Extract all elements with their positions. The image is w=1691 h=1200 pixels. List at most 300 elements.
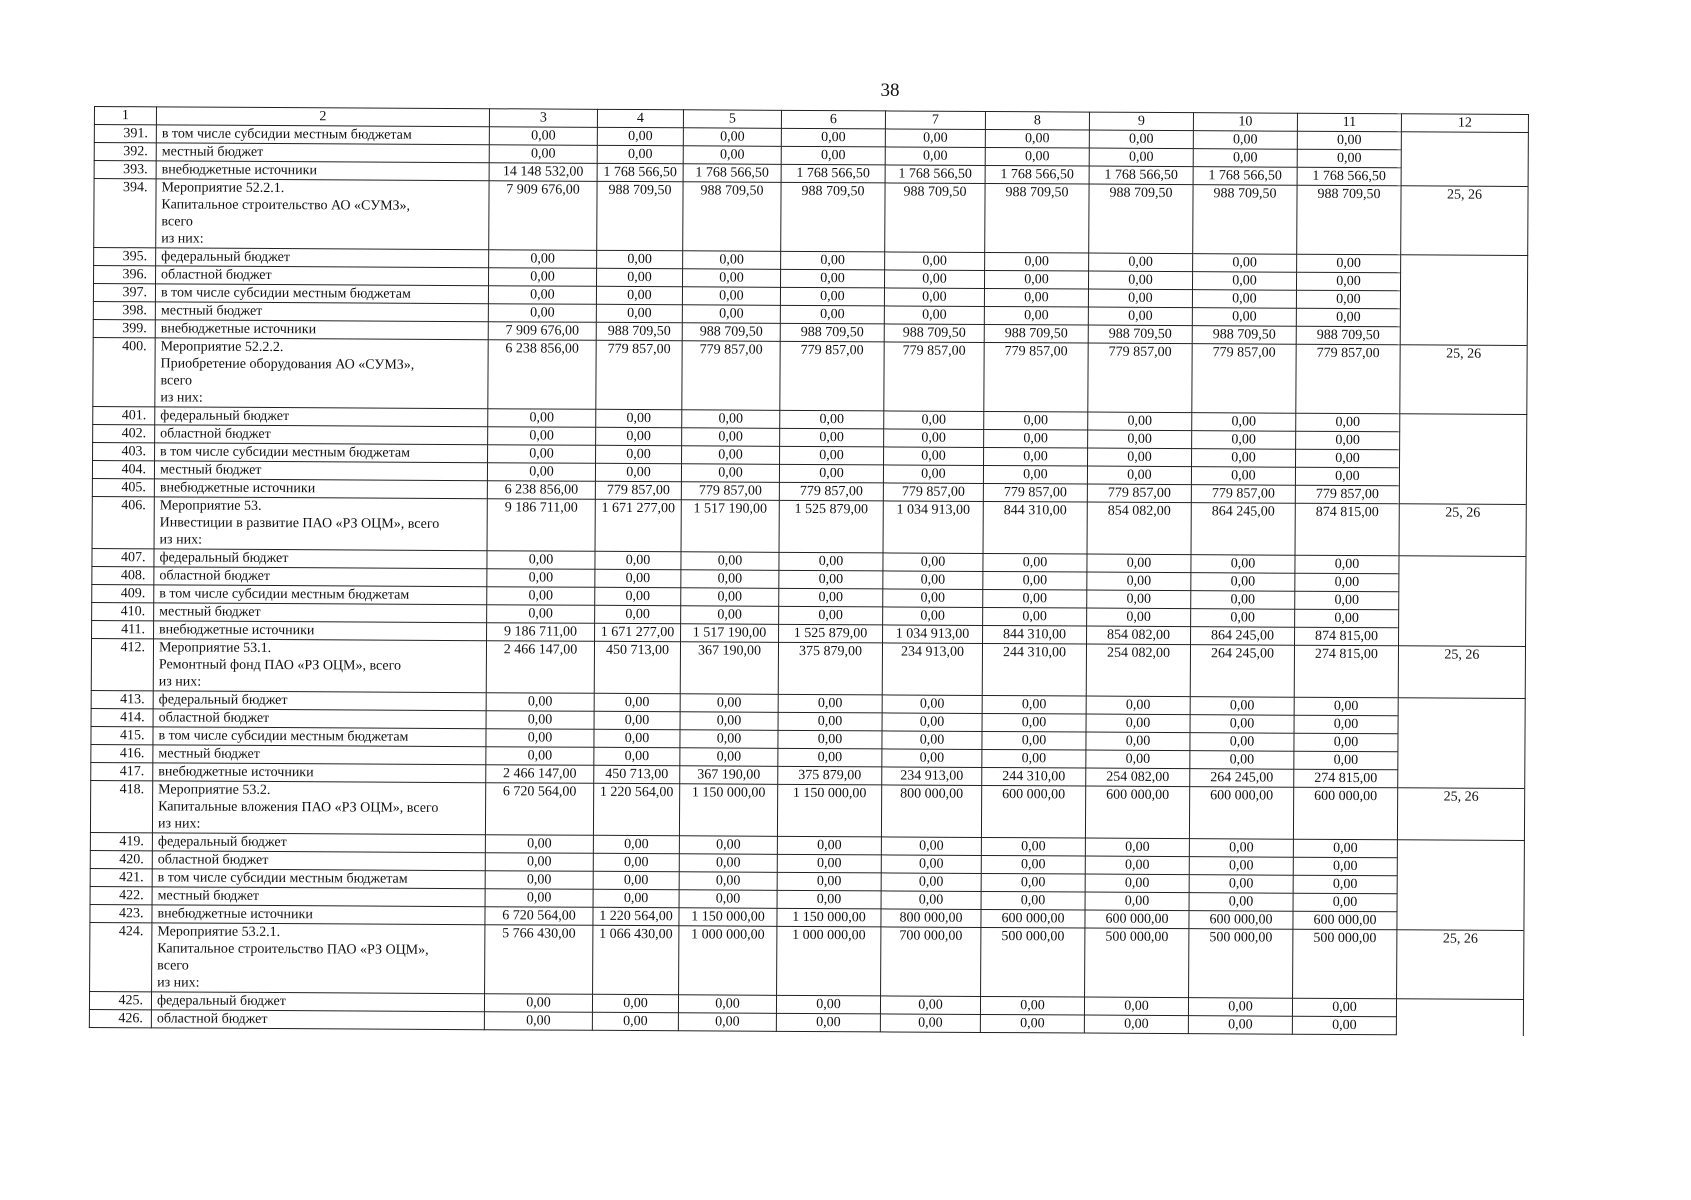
value-cell-col-3: 0,00 xyxy=(488,304,596,323)
row-number: 406. xyxy=(92,496,154,548)
value-cell-col-3: 0,00 xyxy=(486,729,594,748)
row-name xyxy=(155,425,488,445)
value-cell-col-11: 0,00 xyxy=(1297,254,1401,273)
row-name xyxy=(153,745,486,765)
row-name-line: Мероприятие 52.2.2. xyxy=(160,339,284,356)
value-cell-col-10: 779 857,00 xyxy=(1192,344,1296,414)
row-name-line: из них: xyxy=(157,975,200,991)
value-cell-col-4: 0,00 xyxy=(596,286,682,304)
value-cell-col-7: 0,00 xyxy=(885,147,985,166)
value-cell-col-8: 1 768 566,50 xyxy=(985,165,1089,184)
row-name xyxy=(155,284,488,304)
value-cell-col-4: 450 713,00 xyxy=(594,765,680,783)
value-cell-col-9: 779 857,00 xyxy=(1088,343,1192,413)
value-cell-col-4: 988 709,50 xyxy=(596,322,682,340)
value-cell-col-6: 1 768 566,50 xyxy=(781,164,885,183)
row-name xyxy=(156,143,489,163)
value-cell-col-4: 1 671 277,00 xyxy=(595,623,681,641)
value-cell-col-8: 988 709,50 xyxy=(985,183,1089,253)
value-cell-col-11: 600 000,00 xyxy=(1293,787,1397,840)
value-cell-col-6: 0,00 xyxy=(777,836,881,855)
value-cell-col-4: 1 066 430,00 xyxy=(593,925,679,994)
row-name-line: в том числе субсидии местным бюджетам xyxy=(159,586,410,603)
target-indicator-cell xyxy=(1397,912,1524,931)
row-number: 408. xyxy=(92,566,154,584)
value-cell-col-5: 779 857,00 xyxy=(681,482,779,501)
value-cell-col-9: 0,00 xyxy=(1088,271,1192,290)
value-cell-col-3: 0,00 xyxy=(489,250,597,269)
row-name-line: местный бюджет xyxy=(160,303,263,319)
value-cell-col-3: 0,00 xyxy=(485,835,593,854)
budget-table xyxy=(89,106,1529,1036)
row-name xyxy=(152,887,485,907)
row-name-line: областной бюджет xyxy=(156,1011,268,1027)
value-cell-col-8: 988 709,50 xyxy=(984,324,1088,343)
row-name-line: местный бюджет xyxy=(158,746,260,762)
row-name xyxy=(154,567,487,587)
row-name-line: федеральный бюджет xyxy=(156,993,286,1010)
value-cell-col-4: 0,00 xyxy=(593,889,679,907)
row-name-line: внебюджетные источники xyxy=(159,480,316,497)
value-cell-col-7: 234 913,00 xyxy=(882,643,982,696)
value-cell-col-9: 0,00 xyxy=(1089,148,1193,167)
target-indicator-cell: 25, 26 xyxy=(1400,345,1527,415)
target-indicator-cell xyxy=(1400,432,1527,451)
row-number: 404. xyxy=(92,460,154,478)
value-cell-col-11: 0,00 xyxy=(1294,697,1398,716)
row-number: 407. xyxy=(92,548,154,566)
value-cell-col-3: 9 186 711,00 xyxy=(487,499,595,552)
target-indicator-cell xyxy=(1398,734,1525,753)
value-cell-col-4: 0,00 xyxy=(593,835,679,853)
value-cell-col-8: 0,00 xyxy=(981,891,1085,910)
row-name-line: внебюджетные источники xyxy=(159,622,315,639)
header-cell-3: 3 xyxy=(489,109,597,128)
value-cell-col-9: 988 709,50 xyxy=(1089,184,1193,254)
row-name xyxy=(156,248,489,268)
value-cell-col-4: 0,00 xyxy=(595,463,681,481)
value-cell-col-11: 0,00 xyxy=(1297,131,1401,150)
budget-table-container xyxy=(89,106,1528,1036)
value-cell-col-5: 1 517 190,00 xyxy=(681,624,779,643)
value-cell-col-4: 0,00 xyxy=(597,127,683,145)
value-cell-col-3: 5 766 430,00 xyxy=(485,925,593,995)
value-cell-col-11: 0,00 xyxy=(1296,308,1400,327)
value-cell-col-3: 0,00 xyxy=(484,994,592,1013)
value-cell-col-4: 1 768 566,50 xyxy=(597,163,683,181)
row-number: 410. xyxy=(92,602,154,620)
value-cell-col-7: 0,00 xyxy=(882,695,982,714)
value-cell-col-5: 988 709,50 xyxy=(683,182,781,252)
value-cell-col-6: 0,00 xyxy=(780,269,884,288)
row-number: 418. xyxy=(90,780,152,832)
row-name xyxy=(153,691,486,711)
value-cell-col-10: 0,00 xyxy=(1192,431,1296,450)
value-cell-col-3: 0,00 xyxy=(489,127,597,146)
value-cell-col-7: 0,00 xyxy=(884,411,984,430)
value-cell-col-11: 0,00 xyxy=(1297,149,1401,168)
value-cell-col-9: 854 082,00 xyxy=(1087,502,1191,555)
value-cell-col-6: 0,00 xyxy=(780,287,884,306)
value-cell-col-5: 0,00 xyxy=(681,570,779,589)
row-number: 413. xyxy=(91,690,153,708)
row-name xyxy=(155,302,488,322)
row-name xyxy=(154,461,487,481)
value-cell-col-7: 0,00 xyxy=(885,129,985,148)
value-cell-col-3: 0,00 xyxy=(486,747,594,766)
row-number: 411. xyxy=(92,620,154,638)
value-cell-col-11: 0,00 xyxy=(1295,555,1399,574)
value-cell-col-6: 0,00 xyxy=(779,570,883,589)
row-number: 412. xyxy=(91,638,153,690)
value-cell-col-7: 0,00 xyxy=(880,996,980,1015)
value-cell-col-6: 0,00 xyxy=(776,995,880,1014)
value-cell-col-11: 0,00 xyxy=(1294,715,1398,734)
value-cell-col-10: 0,00 xyxy=(1189,857,1293,876)
value-cell-col-10: 0,00 xyxy=(1192,449,1296,468)
row-name-line: областной бюджет xyxy=(160,426,271,442)
value-cell-col-10: 500 000,00 xyxy=(1189,929,1293,999)
value-cell-col-8: 0,00 xyxy=(983,607,1087,626)
row-name xyxy=(156,179,489,250)
header-cell-12: 12 xyxy=(1401,114,1528,133)
value-cell-col-11: 500 000,00 xyxy=(1293,929,1397,999)
row-name xyxy=(155,407,488,427)
value-cell-col-7: 0,00 xyxy=(883,607,983,626)
value-cell-col-9: 254 082,00 xyxy=(1086,768,1190,787)
value-cell-col-10: 0,00 xyxy=(1191,609,1295,628)
value-cell-col-9: 600 000,00 xyxy=(1085,910,1189,929)
value-cell-col-6: 0,00 xyxy=(779,588,883,607)
value-cell-col-10: 0,00 xyxy=(1193,131,1297,150)
value-cell-col-5: 0,00 xyxy=(682,410,780,429)
target-indicator-cell xyxy=(1401,255,1528,274)
value-cell-col-7: 0,00 xyxy=(883,571,983,590)
table-row xyxy=(94,179,1528,256)
row-number: 405. xyxy=(92,478,154,496)
value-cell-col-8: 244 310,00 xyxy=(982,767,1086,786)
row-name-line: местный бюджет xyxy=(161,144,264,160)
row-name xyxy=(155,338,488,409)
value-cell-col-8: 500 000,00 xyxy=(981,927,1085,997)
row-name xyxy=(155,443,488,463)
value-cell-col-6: 0,00 xyxy=(779,606,883,625)
value-cell-col-9: 0,00 xyxy=(1085,838,1189,857)
value-cell-col-7: 0,00 xyxy=(884,447,984,466)
row-number: 391. xyxy=(94,125,156,143)
value-cell-col-3: 0,00 xyxy=(488,427,596,446)
value-cell-col-10: 864 245,00 xyxy=(1191,627,1295,646)
value-cell-col-9: 0,00 xyxy=(1088,289,1192,308)
value-cell-col-6: 0,00 xyxy=(779,552,883,571)
value-cell-col-8: 600 000,00 xyxy=(981,909,1085,928)
value-cell-col-6: 1 000 000,00 xyxy=(777,926,881,996)
row-number: 409. xyxy=(92,584,154,602)
row-name-line: областной бюджет xyxy=(158,710,270,726)
value-cell-col-4: 1 220 564,00 xyxy=(593,783,679,835)
value-cell-col-10: 0,00 xyxy=(1191,555,1295,574)
value-cell-col-11: 0,00 xyxy=(1293,893,1397,912)
value-cell-col-10: 1 768 566,50 xyxy=(1193,167,1297,186)
row-name-line: местный бюджет xyxy=(157,888,260,904)
target-indicator-cell xyxy=(1399,592,1526,611)
value-cell-col-5: 0,00 xyxy=(683,146,781,165)
value-cell-col-9: 1 768 566,50 xyxy=(1089,166,1193,185)
row-name-line: Мероприятие 53.2.1. xyxy=(157,924,281,941)
value-cell-col-10: 0,00 xyxy=(1192,290,1296,309)
value-cell-col-4: 0,00 xyxy=(592,994,678,1012)
value-cell-col-4: 779 857,00 xyxy=(595,481,681,499)
value-cell-col-5: 0,00 xyxy=(681,588,779,607)
value-cell-col-5: 367 190,00 xyxy=(680,766,778,785)
value-cell-col-11: 0,00 xyxy=(1293,839,1397,858)
value-cell-col-10: 0,00 xyxy=(1190,697,1294,716)
value-cell-col-8: 0,00 xyxy=(984,411,1088,430)
value-cell-col-6: 0,00 xyxy=(780,410,884,429)
value-cell-col-7: 0,00 xyxy=(884,306,984,325)
header-cell-9: 9 xyxy=(1089,112,1193,131)
value-cell-col-9: 0,00 xyxy=(1087,466,1191,485)
value-cell-col-4: 450 713,00 xyxy=(594,641,680,693)
value-cell-col-7: 0,00 xyxy=(883,465,983,484)
row-name xyxy=(155,320,488,340)
value-cell-col-9: 0,00 xyxy=(1086,732,1190,751)
value-cell-col-8: 0,00 xyxy=(985,129,1089,148)
value-cell-col-8: 0,00 xyxy=(981,855,1085,874)
row-name-line: Капитальные вложения ПАО «РЗ ОЦМ», всего xyxy=(158,799,439,816)
value-cell-col-9: 0,00 xyxy=(1088,430,1192,449)
value-cell-col-4: 0,00 xyxy=(597,268,683,286)
value-cell-col-10: 0,00 xyxy=(1191,573,1295,592)
value-cell-col-10: 264 245,00 xyxy=(1190,645,1294,698)
value-cell-col-9: 0,00 xyxy=(1086,696,1190,715)
value-cell-col-3: 9 186 711,00 xyxy=(487,623,595,642)
value-cell-col-10: 988 709,50 xyxy=(1192,326,1296,345)
value-cell-col-3: 0,00 xyxy=(484,1012,592,1031)
value-cell-col-4: 1 671 277,00 xyxy=(595,499,681,551)
value-cell-col-8: 779 857,00 xyxy=(983,483,1087,502)
value-cell-col-3: 0,00 xyxy=(488,409,596,428)
row-number: 402. xyxy=(93,424,155,442)
row-name xyxy=(154,549,487,569)
value-cell-col-3: 0,00 xyxy=(486,711,594,730)
target-indicator-cell xyxy=(1400,273,1527,292)
row-number: 420. xyxy=(90,850,152,868)
row-name-line: областной бюджет xyxy=(159,568,271,584)
row-number: 399. xyxy=(93,319,155,337)
value-cell-col-10: 0,00 xyxy=(1190,715,1294,734)
value-cell-col-4: 0,00 xyxy=(595,551,681,569)
header-cell-6: 6 xyxy=(781,110,885,129)
target-indicator-cell: 25, 26 xyxy=(1399,504,1526,557)
value-cell-col-4: 0,00 xyxy=(594,729,680,747)
target-indicator-cell xyxy=(1401,132,1528,151)
value-cell-col-5: 1 000 000,00 xyxy=(679,926,777,996)
value-cell-col-10: 600 000,00 xyxy=(1189,787,1293,840)
value-cell-col-9: 779 857,00 xyxy=(1087,484,1191,503)
value-cell-col-6: 0,00 xyxy=(781,146,885,165)
value-cell-col-11: 779 857,00 xyxy=(1296,344,1400,414)
value-cell-col-10: 779 857,00 xyxy=(1191,485,1295,504)
value-cell-col-11: 0,00 xyxy=(1292,998,1396,1017)
value-cell-col-10: 0,00 xyxy=(1193,254,1297,273)
value-cell-col-11: 0,00 xyxy=(1296,431,1400,450)
value-cell-col-8: 0,00 xyxy=(982,695,1086,714)
value-cell-col-3: 14 148 532,00 xyxy=(489,163,597,182)
value-cell-col-3: 0,00 xyxy=(487,463,595,482)
value-cell-col-10: 0,00 xyxy=(1191,467,1295,486)
target-indicator-cell xyxy=(1397,840,1524,859)
value-cell-col-3: 6 238 856,00 xyxy=(488,340,596,410)
table-body xyxy=(89,125,1528,1036)
value-cell-col-8: 0,00 xyxy=(985,147,1089,166)
target-indicator-cell xyxy=(1399,556,1526,575)
value-cell-col-10: 0,00 xyxy=(1188,1016,1292,1035)
value-cell-col-10: 0,00 xyxy=(1188,998,1292,1017)
value-cell-col-5: 0,00 xyxy=(682,446,780,465)
row-name xyxy=(152,905,485,925)
row-number: 425. xyxy=(89,991,151,1009)
row-number: 424. xyxy=(90,922,152,991)
value-cell-col-8: 0,00 xyxy=(984,429,1088,448)
row-name-line: Инвестиции в развитие ПАО «РЗ ОЦМ», всего xyxy=(159,515,440,532)
value-cell-col-5: 1 768 566,50 xyxy=(683,164,781,183)
value-cell-col-7: 0,00 xyxy=(883,589,983,608)
page-number: 38 xyxy=(880,80,900,101)
value-cell-col-11: 0,00 xyxy=(1296,413,1400,432)
value-cell-col-3: 7 909 676,00 xyxy=(489,181,597,251)
value-cell-col-5: 988 709,50 xyxy=(682,323,780,342)
value-cell-col-6: 0,00 xyxy=(778,748,882,767)
row-number: 400. xyxy=(93,337,155,406)
target-indicator-cell: 25, 26 xyxy=(1397,930,1524,1000)
target-indicator-cell xyxy=(1397,894,1524,913)
target-indicator-cell xyxy=(1400,309,1527,328)
row-name-line: Капитальное строительство ПАО «РЗ ОЦМ», xyxy=(157,941,429,958)
row-name-line: всего xyxy=(160,373,193,389)
row-name xyxy=(152,869,485,889)
value-cell-col-11: 0,00 xyxy=(1294,733,1398,752)
header-cell-2: 2 xyxy=(156,107,489,127)
row-name-line: из них: xyxy=(158,674,202,690)
target-indicator-cell xyxy=(1397,858,1524,877)
value-cell-col-7: 800 000,00 xyxy=(881,909,981,928)
value-cell-col-6: 0,00 xyxy=(780,305,884,324)
header-cell-8: 8 xyxy=(985,111,1089,130)
value-cell-col-4: 0,00 xyxy=(596,409,682,427)
row-name xyxy=(154,479,487,499)
value-cell-col-8: 0,00 xyxy=(984,270,1088,289)
value-cell-col-5: 0,00 xyxy=(681,606,779,625)
value-cell-col-5: 0,00 xyxy=(683,251,781,270)
value-cell-col-7: 0,00 xyxy=(884,429,984,448)
value-cell-col-6: 0,00 xyxy=(781,251,885,270)
target-indicator-cell xyxy=(1398,770,1525,789)
value-cell-col-5: 0,00 xyxy=(679,836,777,855)
value-cell-col-4: 0,00 xyxy=(596,445,682,463)
row-name xyxy=(152,923,485,994)
value-cell-col-4: 0,00 xyxy=(596,304,682,322)
row-name-line: Мероприятие 53.1. xyxy=(158,640,272,656)
target-indicator-cell: 25, 26 xyxy=(1401,186,1528,256)
value-cell-col-3: 6 238 856,00 xyxy=(487,481,595,500)
value-cell-col-6: 0,00 xyxy=(777,872,881,891)
value-cell-col-11: 0,00 xyxy=(1293,857,1397,876)
value-cell-col-9: 988 709,50 xyxy=(1088,325,1192,344)
value-cell-col-8: 0,00 xyxy=(982,749,1086,768)
header-cell-7: 7 xyxy=(885,111,985,130)
row-number: 393. xyxy=(94,161,156,179)
target-indicator-cell xyxy=(1398,716,1525,735)
value-cell-col-8: 0,00 xyxy=(984,306,1088,325)
value-cell-col-9: 0,00 xyxy=(1087,608,1191,627)
row-name xyxy=(156,125,489,145)
header-cell-1: 1 xyxy=(94,107,156,125)
target-indicator-cell xyxy=(1396,999,1523,1018)
value-cell-col-11: 988 709,50 xyxy=(1297,185,1401,255)
row-name-line: федеральный бюджет xyxy=(157,834,287,851)
row-number: 401. xyxy=(93,406,155,424)
row-name-line: Приобретение оборудования АО «СУМЗ», xyxy=(160,356,415,373)
target-indicator-cell xyxy=(1401,150,1528,169)
header-cell-10: 10 xyxy=(1193,113,1297,132)
value-cell-col-11: 0,00 xyxy=(1296,272,1400,291)
value-cell-col-6: 0,00 xyxy=(777,854,881,873)
value-cell-col-4: 0,00 xyxy=(597,145,683,163)
value-cell-col-6: 1 150 000,00 xyxy=(777,784,881,837)
row-name-line: федеральный бюджет xyxy=(160,408,290,425)
value-cell-col-10: 0,00 xyxy=(1192,413,1296,432)
value-cell-col-5: 1 517 190,00 xyxy=(681,500,779,553)
table-row xyxy=(93,337,1527,414)
value-cell-col-6: 0,00 xyxy=(779,464,883,483)
value-cell-col-6: 1 525 879,00 xyxy=(779,624,883,643)
header-cell-11: 11 xyxy=(1297,113,1401,132)
row-name xyxy=(151,1010,484,1030)
value-cell-col-11: 988 709,50 xyxy=(1296,326,1400,345)
target-indicator-cell xyxy=(1396,1017,1523,1036)
row-number: 394. xyxy=(94,179,156,248)
row-name-line: федеральный бюджет xyxy=(161,249,291,266)
value-cell-col-4: 0,00 xyxy=(594,693,680,711)
value-cell-col-6: 1 525 879,00 xyxy=(779,500,883,553)
value-cell-col-11: 0,00 xyxy=(1294,751,1398,770)
row-name xyxy=(156,161,489,181)
row-name-line: Ремонтный фонд ПАО «РЗ ОЦМ», всего xyxy=(158,657,402,674)
value-cell-col-6: 779 857,00 xyxy=(780,341,884,411)
value-cell-col-6: 375 879,00 xyxy=(778,642,882,695)
value-cell-col-4: 0,00 xyxy=(595,605,681,623)
value-cell-col-11: 600 000,00 xyxy=(1293,911,1397,930)
value-cell-col-10: 0,00 xyxy=(1189,839,1293,858)
target-indicator-cell xyxy=(1399,468,1526,487)
value-cell-col-11: 0,00 xyxy=(1296,290,1400,309)
value-cell-col-10: 0,00 xyxy=(1189,893,1293,912)
value-cell-col-8: 0,00 xyxy=(980,1014,1084,1033)
row-name-line: Мероприятие 53. xyxy=(159,498,262,514)
row-name xyxy=(152,833,485,853)
value-cell-col-4: 1 220 564,00 xyxy=(593,907,679,925)
value-cell-col-9: 0,00 xyxy=(1085,892,1189,911)
value-cell-col-5: 0,00 xyxy=(679,890,777,909)
value-cell-col-8: 0,00 xyxy=(981,837,1085,856)
row-name-line: Капитальное строительство АО «СУМЗ», xyxy=(161,197,411,214)
target-indicator-cell xyxy=(1399,574,1526,593)
value-cell-col-5: 0,00 xyxy=(678,1013,776,1032)
value-cell-col-10: 600 000,00 xyxy=(1189,911,1293,930)
value-cell-col-4: 0,00 xyxy=(594,747,680,765)
row-name xyxy=(151,992,484,1012)
